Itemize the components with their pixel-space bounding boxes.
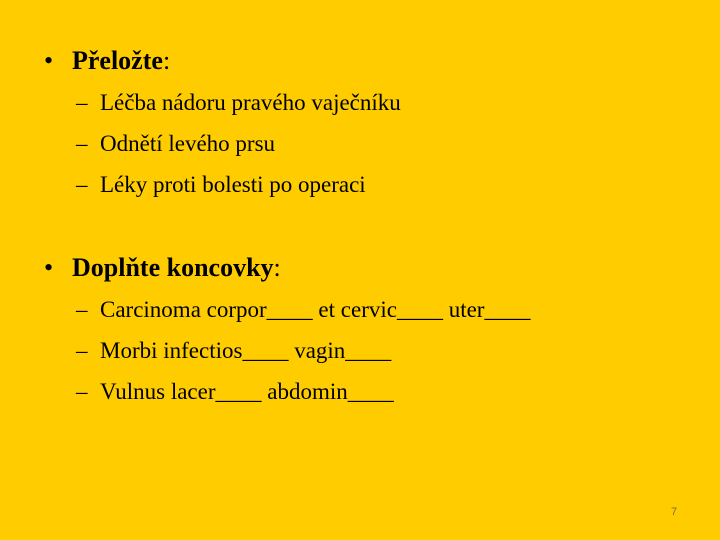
list-item-text: Morbi infectios____ vagin____	[100, 338, 392, 363]
page-number: 7	[670, 506, 678, 518]
list-item	[76, 378, 530, 419]
list-item	[76, 337, 530, 378]
bullet-colon: :	[273, 253, 281, 282]
list-item-text: Vulnus lacer____ abdomin____	[100, 379, 394, 404]
dash-marker: –	[76, 297, 88, 322]
list-item-text: Léky proti bolesti po operaci	[100, 172, 366, 197]
list-item-text: Carcinoma corpor____ et cervic____ uter____	[100, 297, 531, 322]
bullet-translate	[44, 46, 170, 76]
bullet-colon: :	[162, 46, 171, 75]
bullet-dot: •	[44, 46, 54, 75]
bullet-heading-endings: Doplňte koncovky	[72, 253, 274, 282]
endings-list	[76, 296, 530, 419]
list-item	[76, 89, 401, 130]
dash-marker: –	[76, 379, 88, 404]
list-item-text: Léčba nádoru pravého vaječníku	[100, 90, 401, 115]
dash-marker: –	[76, 131, 88, 156]
bullet-endings	[44, 253, 281, 283]
bullet-heading-translate: Přeložte	[72, 46, 163, 75]
bullet-dot: •	[44, 253, 54, 282]
list-item	[76, 130, 401, 171]
dash-marker: –	[76, 338, 88, 363]
list-item	[76, 296, 530, 337]
dash-marker: –	[76, 90, 88, 115]
dash-marker: –	[76, 172, 88, 197]
translate-list	[76, 89, 401, 212]
list-item	[76, 171, 401, 212]
list-item-text: Odnětí levého prsu	[100, 131, 276, 156]
